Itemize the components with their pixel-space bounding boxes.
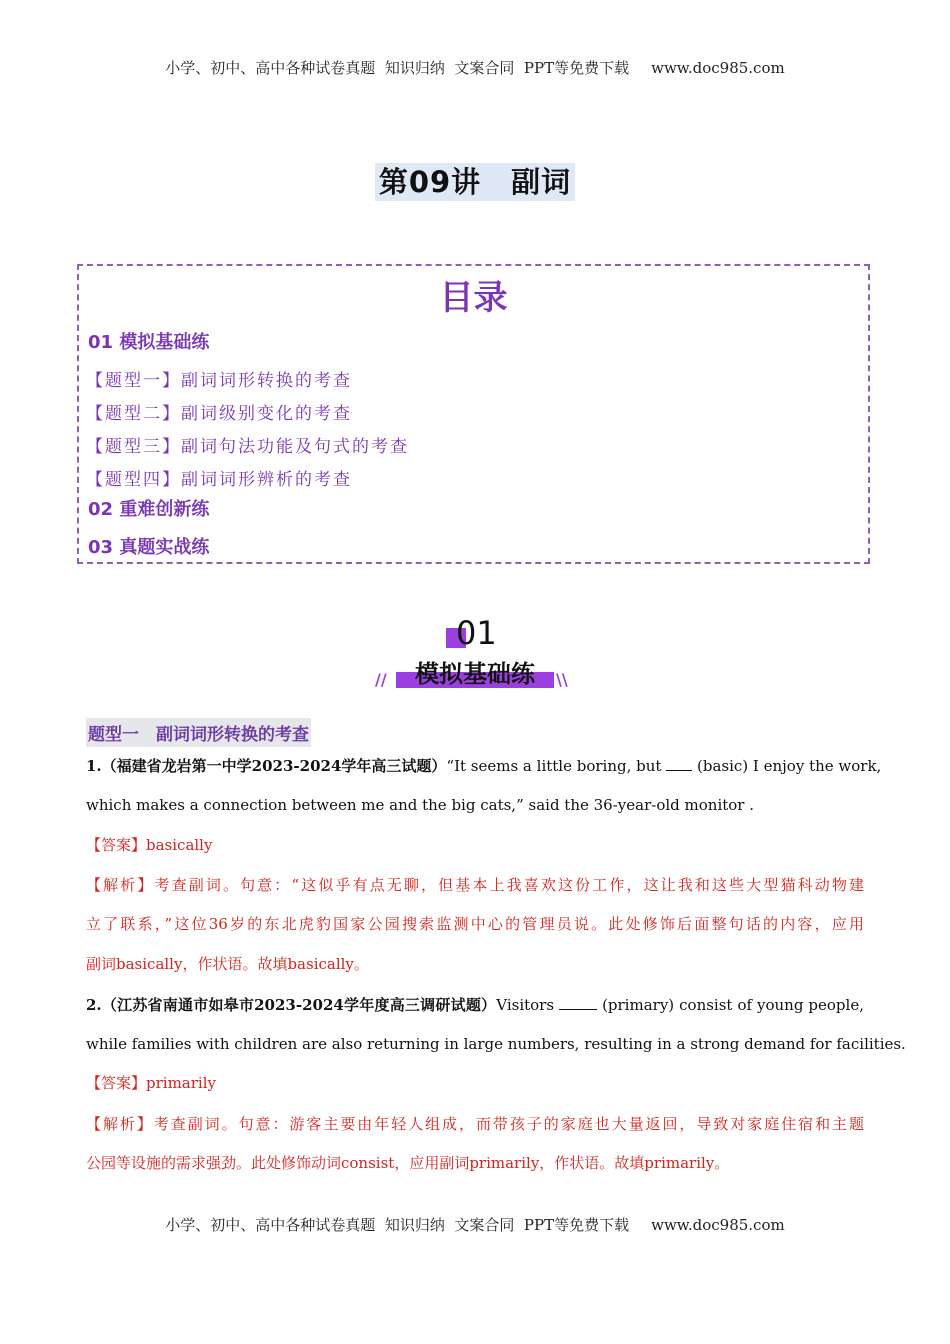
- badge-left-slash: //: [375, 670, 387, 689]
- toc-section-2[interactable]: 02 重难创新练: [88, 499, 210, 520]
- question-2-analysis-line: 【解析】考查副词。句意：游客主要由年轻人组成，而带孩子的家庭也大量返回，导致对家庭住宿和主题: [86, 1115, 864, 1133]
- toc-section-1[interactable]: 01 模拟基础练: [88, 332, 210, 353]
- banner-url[interactable]: www.doc985.com: [651, 1216, 785, 1234]
- question-1-line-2: which makes a connection between me and the big cats,” said the 36-year-old monitor .: [86, 796, 755, 814]
- badge-label: 模拟基础练: [415, 660, 535, 688]
- question-2-line-1: 2.（江苏省南通市如皋市2023-2024学年度高三调研试题）Visitors (primary) consist of young people,: [86, 996, 864, 1014]
- question-1-number: 1.: [86, 757, 102, 775]
- banner-url[interactable]: www.doc985.com: [651, 59, 785, 77]
- question-2-analysis-line: 公园等设施的需求强劲。此处修饰动词consist，应用副词primarily，作状语。故填primarily。: [86, 1154, 730, 1172]
- question-type-heading: 题型一 副词词形转换的考查: [86, 718, 311, 747]
- toc-item-4[interactable]: 【题型四】副词词形辨析的考查: [86, 470, 352, 490]
- question-2-number: 2.: [86, 996, 102, 1014]
- question-2-source: （江苏省南通市如皋市2023-2024学年度高三调研试题）: [101, 996, 497, 1014]
- header-banner: [0, 57, 950, 78]
- toc-item-3[interactable]: 【题型三】副词句法功能及句式的考查: [86, 437, 409, 457]
- badge-number: 01: [456, 614, 497, 652]
- question-1-line-1: 1.（福建省龙岩第一中学2023-2024学年高三试题）“It seems a little boring, but (basic) I enjoy the work,: [86, 757, 882, 775]
- footer-banner: [0, 1214, 950, 1235]
- toc-section-3[interactable]: 03 真题实战练: [88, 537, 210, 558]
- question-1-analysis-line: 立了联系，”这位36岁的东北虎豹国家公园搜索监测中心的管理员说。此处修饰后面整句话的内容，应用: [86, 915, 864, 933]
- banner-text: 小学、初中、高中各种试卷真题 知识归纳 文案合同 PPT等免费下载: [165, 1216, 630, 1234]
- banner-text: 小学、初中、高中各种试卷真题 知识归纳 文案合同 PPT等免费下载: [165, 59, 630, 77]
- question-1-source: （福建省龙岩第一中学2023-2024学年高三试题）: [101, 757, 447, 775]
- toc-heading: 目录: [439, 278, 508, 318]
- section-badge: [370, 612, 580, 694]
- question-2-blank[interactable]: [559, 995, 597, 1010]
- question-1-analysis-line: 【解析】考查副词。句意：“这似乎有点无聊，但基本上我喜欢这份工作，这让我和这些大型猫科动物建: [86, 876, 864, 894]
- page-title: 第09讲 副词: [0, 160, 950, 201]
- table-of-contents: [77, 264, 870, 564]
- toc-item-1[interactable]: 【题型一】副词词形转换的考查: [86, 371, 352, 391]
- question-2-answer: 【答案】primarily: [86, 1074, 216, 1092]
- toc-item-2[interactable]: 【题型二】副词级别变化的考查: [86, 404, 352, 424]
- question-1-blank[interactable]: [666, 756, 692, 771]
- question-2-line-2: while families with children are also returning in large numbers, resulting in a strong demand for facilities.: [86, 1035, 906, 1053]
- badge-right-slash: \\: [556, 670, 568, 689]
- question-1-analysis-line: 副词basically，作状语。故填basically。: [86, 955, 369, 973]
- question-1-answer: 【答案】basically: [86, 836, 213, 854]
